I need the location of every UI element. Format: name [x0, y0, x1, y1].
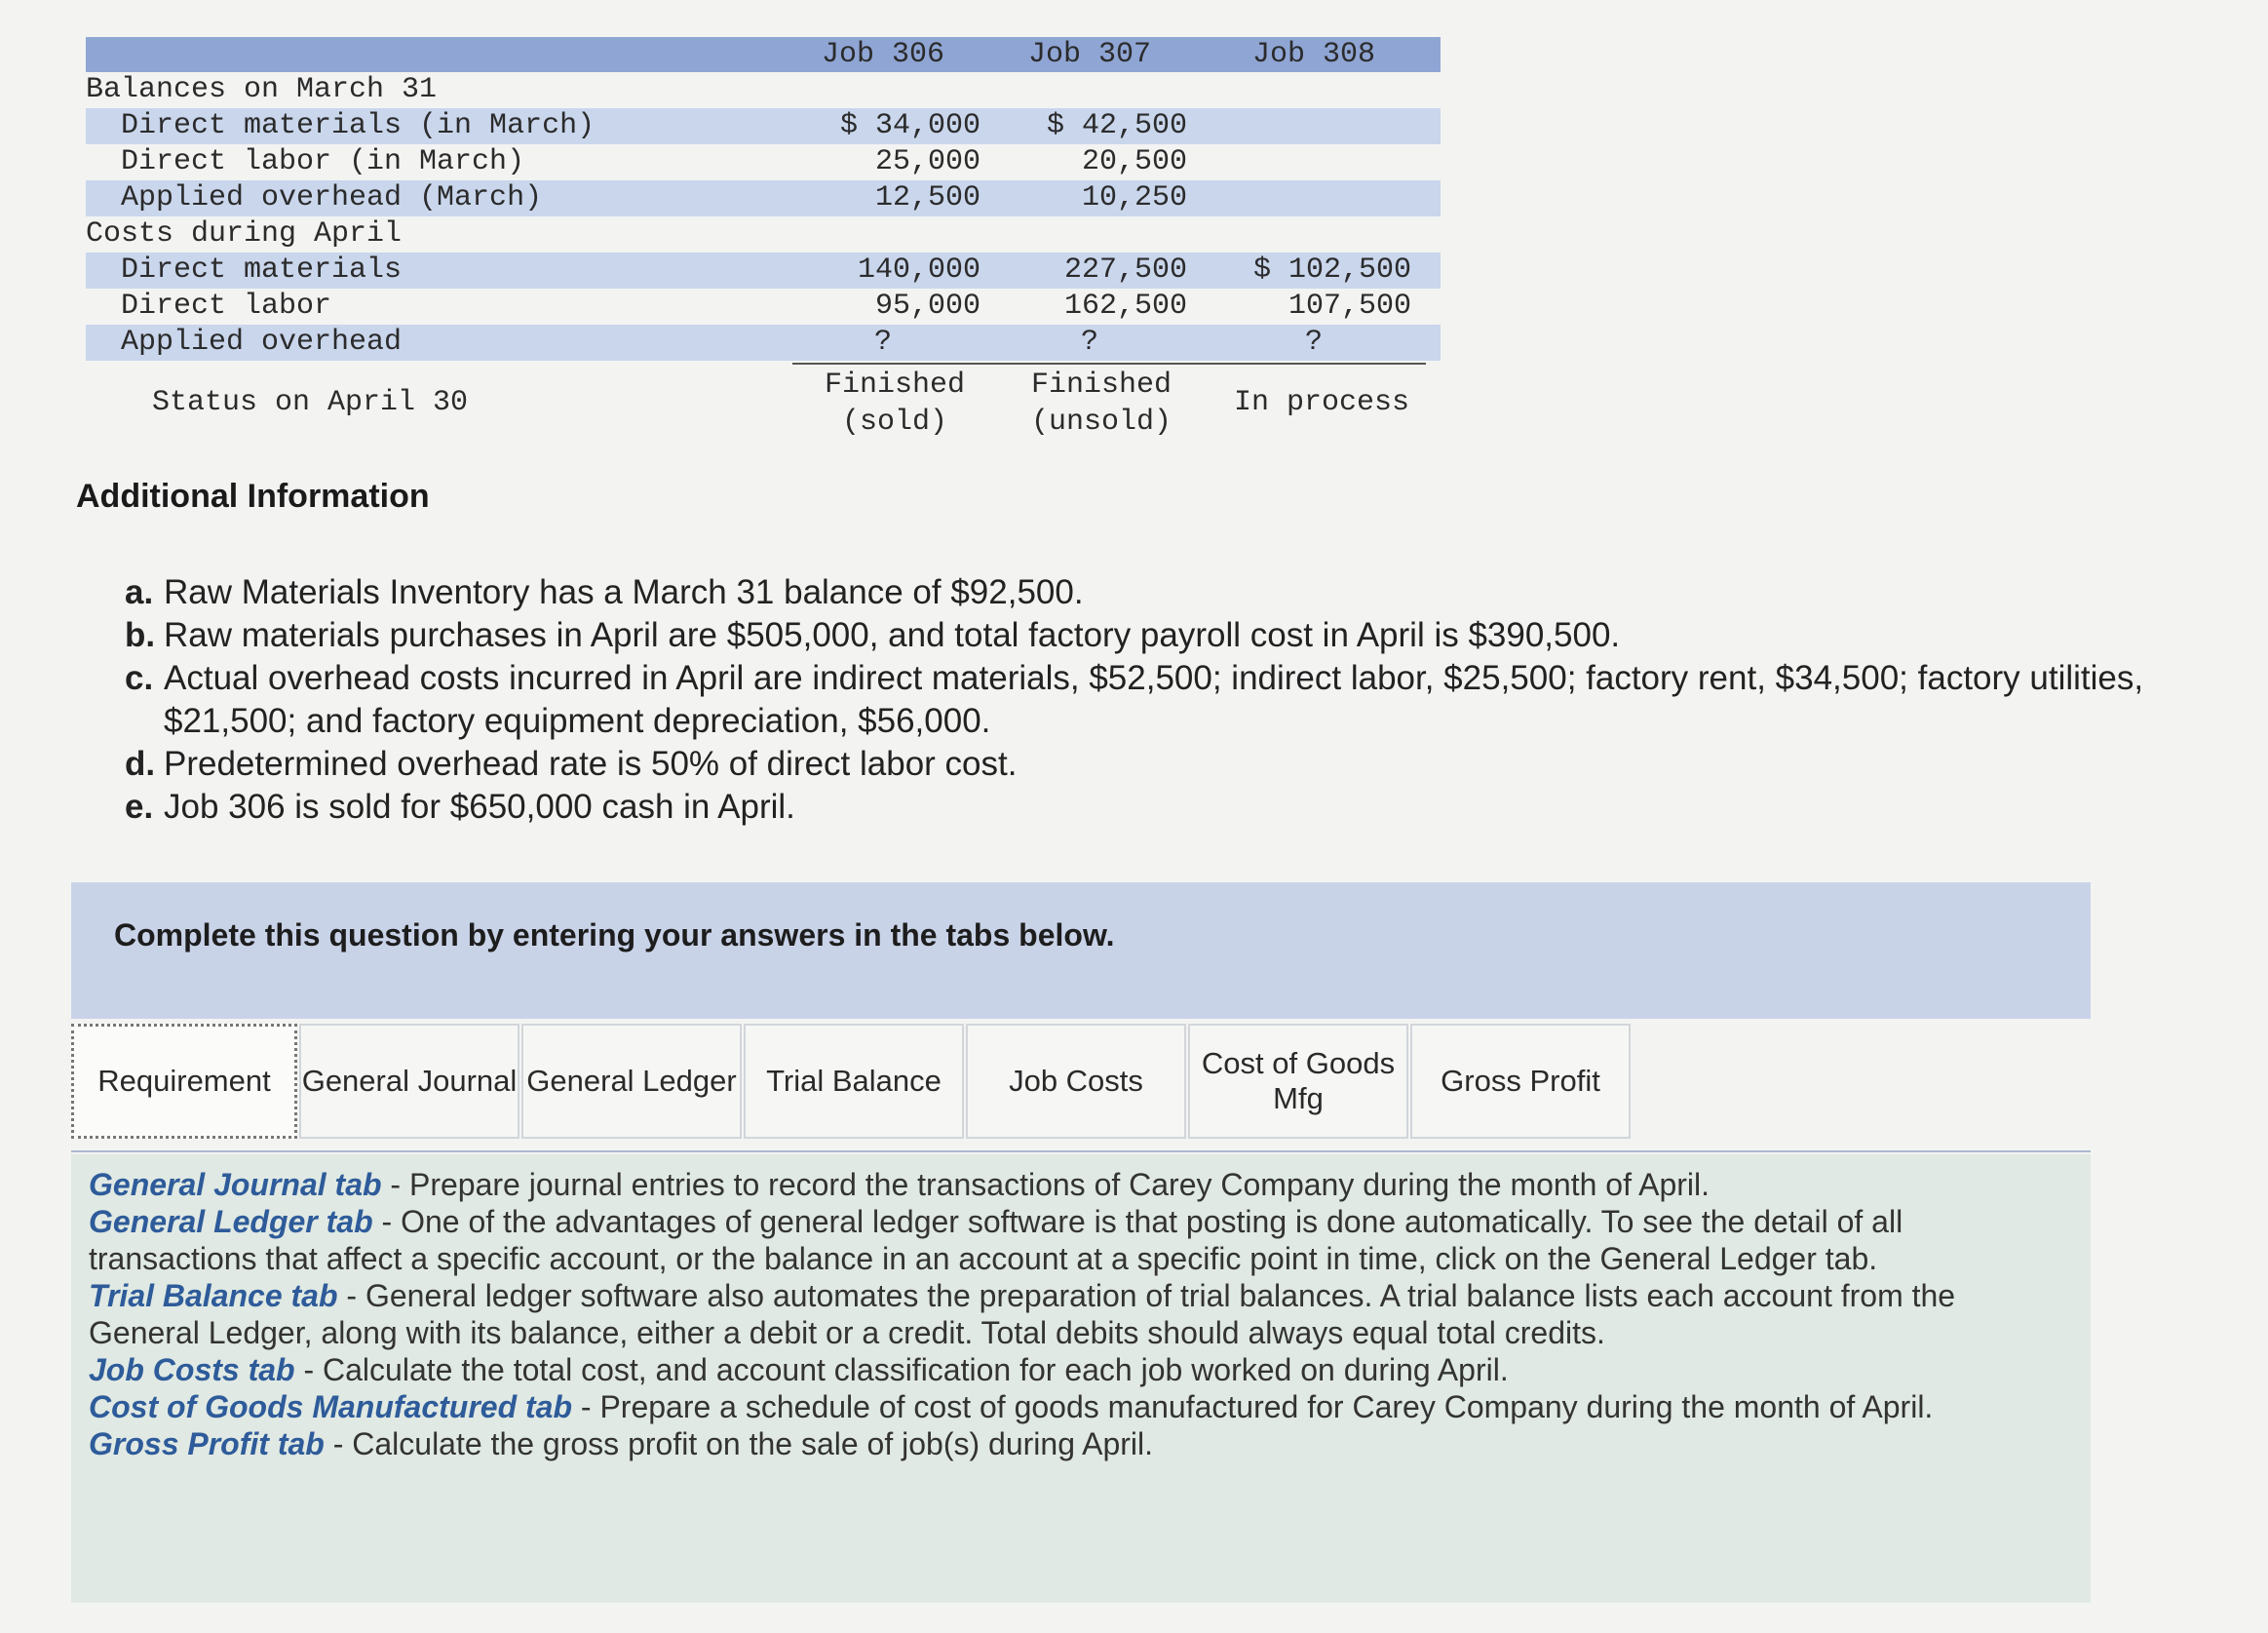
table-row [86, 289, 1441, 325]
row-label: Applied overhead (March) [121, 181, 543, 214]
table-row [86, 325, 1441, 361]
instruction-text: - Calculate the gross profit on the sale of job(s) during April. [324, 1426, 1154, 1461]
instruction-text: - Prepare journal entries to record the transactions of Carey Company during the month of April. [381, 1167, 1710, 1202]
cell-value: $ 34,000 [839, 109, 980, 142]
col-header-job-308: Job 308 [1251, 38, 1376, 71]
requirement-text [89, 1166, 2057, 1462]
cell-value: 20,500 [1081, 145, 1187, 178]
job-cost-table [86, 37, 1441, 439]
cell-value: ? [873, 326, 892, 359]
cell-value: 227,500 [1063, 253, 1187, 287]
list-item [125, 571, 2249, 614]
instruction-tab-name: Job Costs tab [89, 1352, 295, 1387]
row-label: Direct labor [121, 290, 332, 323]
item-text: Raw materials purchases in April are $505,000, and total factory payroll cost in April is $390,500. [164, 616, 1621, 654]
tab-general-journal[interactable]: General Journal [299, 1024, 519, 1139]
table-row [86, 144, 1441, 180]
additional-info-title: Additional Information [76, 478, 430, 515]
instruction-tab-name: General Ledger tab [89, 1204, 373, 1239]
item-letter: d. [125, 745, 156, 783]
status-label: Status on April 30 [152, 386, 469, 419]
question-band [71, 882, 2091, 1019]
instruction-tab-name: Trial Balance tab [89, 1278, 338, 1313]
status-job-308: In process [1233, 386, 1410, 419]
instruction-text: - One of the advantages of general ledger software is that posting is done automatically. To see the detail of all transactions that affect a specific account, or the balance in an account at a specific point in time, click on the General Ledger tab. [89, 1204, 1903, 1276]
table-header-row [86, 37, 1441, 72]
item-letter: a. [125, 573, 154, 611]
instruction-item [89, 1166, 2057, 1203]
answer-tabs [71, 1024, 2098, 1143]
col-header-job-306: Job 306 [821, 38, 945, 71]
requirement-panel [71, 1154, 2091, 1603]
additional-info-list [125, 571, 2249, 829]
row-label: Direct materials [121, 253, 403, 287]
section-label-costs: Costs during April [86, 217, 403, 251]
status-job-306: Finished (sold) [824, 369, 966, 439]
cell-value: 12,500 [874, 181, 980, 214]
row-label: Direct materials (in March) [121, 109, 596, 142]
cell-value: 107,500 [1288, 290, 1411, 323]
tab-requirement[interactable]: Requirement [71, 1024, 297, 1139]
tab-trial-balance[interactable]: Trial Balance [744, 1024, 964, 1139]
cell-value: 95,000 [874, 290, 980, 323]
table-row [86, 253, 1441, 289]
item-letter: b. [125, 616, 156, 654]
tabs-divider [71, 1150, 2091, 1152]
cell-value: 25,000 [874, 145, 980, 178]
question-prompt: Complete this question by entering your answers in the tabs below. [114, 917, 1115, 953]
tab-general-ledger[interactable]: General Ledger [521, 1024, 742, 1139]
item-text: Predetermined overhead rate is 50% of direct labor cost. [164, 745, 1018, 783]
instruction-tab-name: Cost of Goods Manufactured tab [89, 1389, 572, 1424]
row-label: Direct labor (in March) [121, 145, 525, 178]
cell-value: ? [1080, 326, 1098, 359]
status-job-307: Finished (unsold) [1030, 369, 1172, 439]
list-item [125, 786, 2249, 829]
tab-cost-of-goods-mfg[interactable]: Cost of Goods Mfg [1188, 1024, 1408, 1139]
instruction-tab-name: Gross Profit tab [89, 1426, 325, 1461]
cell-value: 162,500 [1063, 290, 1187, 323]
instruction-text: - Prepare a schedule of cost of goods manufactured for Carey Company during the month of April. [572, 1389, 1934, 1424]
cell-value: ? [1304, 326, 1323, 359]
table-row [86, 108, 1441, 144]
table-row [86, 180, 1441, 216]
tab-gross-profit[interactable]: Gross Profit [1410, 1024, 1631, 1139]
list-item [125, 657, 2249, 743]
list-item [125, 743, 2249, 786]
section-row-balances [86, 72, 1441, 108]
cell-value: $ 102,500 [1252, 253, 1411, 287]
instruction-tab-name: General Journal tab [89, 1167, 382, 1202]
total-rule [792, 363, 1426, 365]
list-item [125, 614, 2249, 657]
instruction-item [89, 1351, 2057, 1388]
instruction-text: - Calculate the total cost, and account classification for each job worked on during April. [294, 1352, 1509, 1387]
tab-job-costs[interactable]: Job Costs [966, 1024, 1186, 1139]
instruction-item [89, 1277, 2057, 1351]
col-header-job-307: Job 307 [1027, 38, 1152, 71]
cell-value: $ 42,500 [1046, 109, 1187, 142]
instruction-item [89, 1203, 2057, 1277]
status-row [86, 367, 1441, 445]
section-label-balances: Balances on March 31 [86, 73, 438, 106]
cell-value: 10,250 [1081, 181, 1187, 214]
cell-value: 140,000 [857, 253, 980, 287]
item-text: Job 306 is sold for $650,000 cash in April. [164, 788, 795, 826]
instruction-item [89, 1388, 2057, 1425]
instruction-text: - General ledger software also automates the preparation of trial balances. A trial balance lists each account from the General Ledger, along with its balance, either a debit or a credit. Total debits should always equal total credits. [89, 1278, 1956, 1350]
instruction-item [89, 1425, 2057, 1462]
row-label: Applied overhead [121, 326, 403, 359]
item-letter: e. [125, 788, 154, 826]
item-text: Raw Materials Inventory has a March 31 balance of $92,500. [164, 573, 1084, 611]
item-letter: c. [125, 659, 154, 697]
section-row-costs [86, 216, 1441, 253]
item-text: Actual overhead costs incurred in April are indirect materials, $52,500; indirect labor, $25,500; factory rent, $34,500; factory utilities, $21,500; and factory equipment depreciation, $56,000. [164, 659, 2144, 740]
